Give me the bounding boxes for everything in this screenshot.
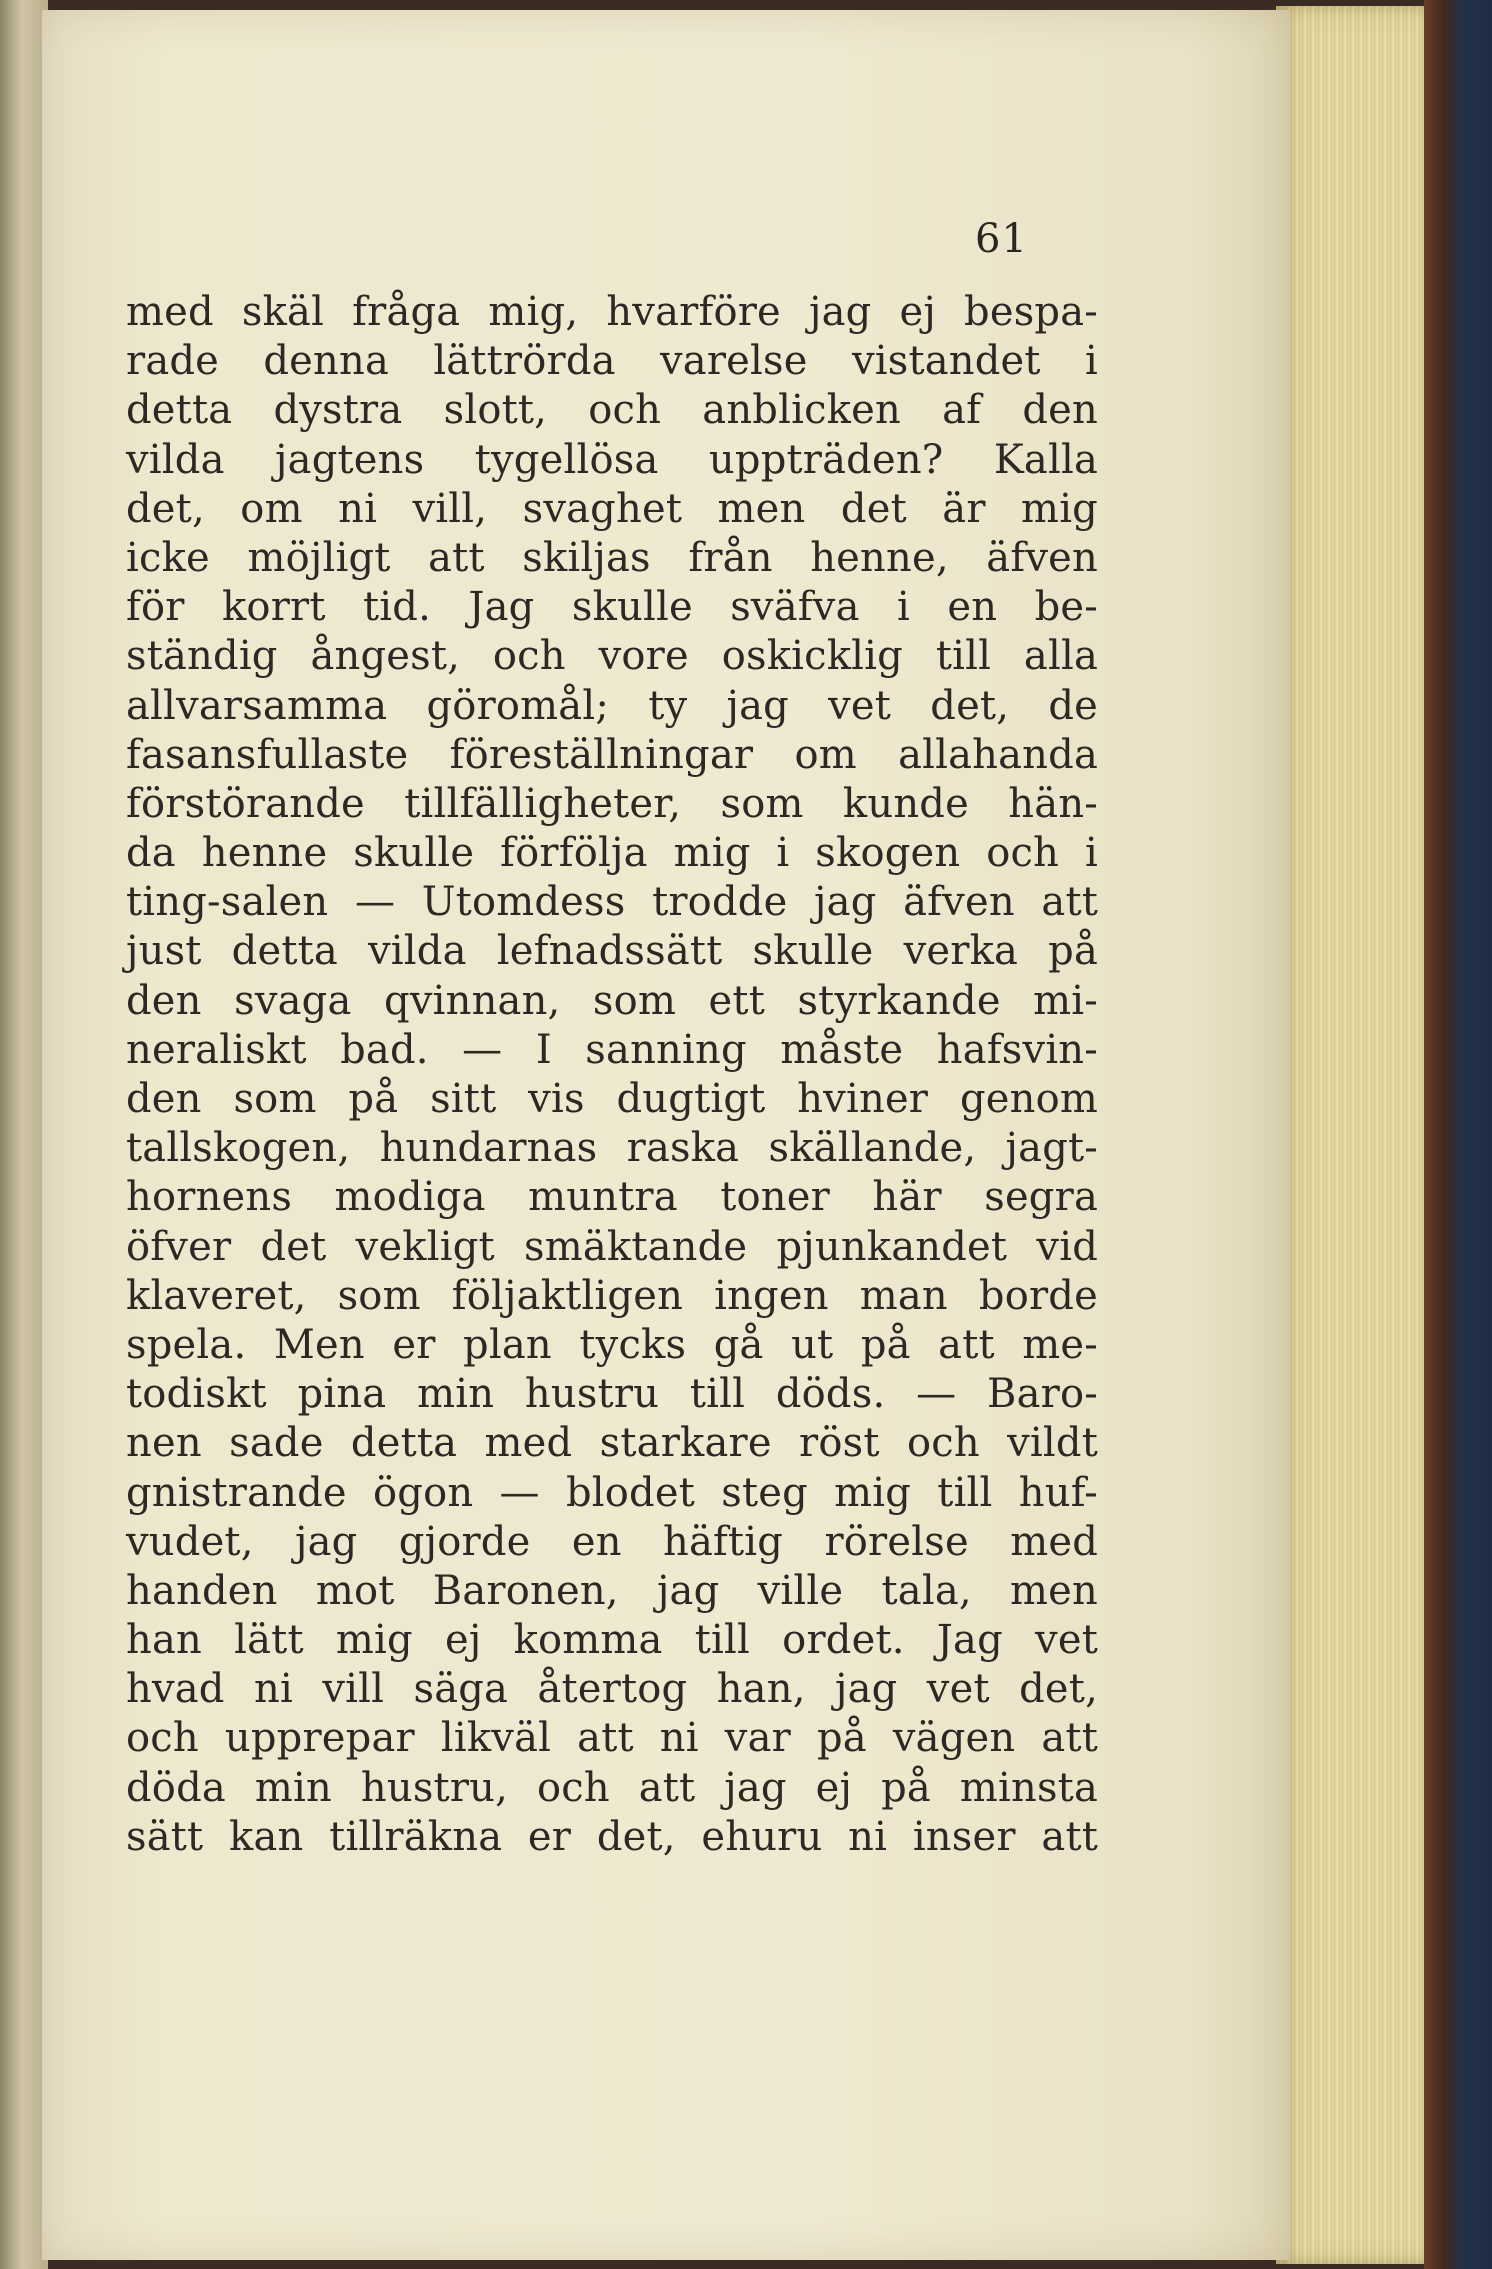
text-line: just detta vilda lefnadssätt skulle verka på [126, 928, 1098, 975]
text-line: icke möjligt att skiljas från henne, äfven [126, 534, 1098, 581]
text-line: ting-salen — Utomdess trodde jag äfven att [126, 879, 1098, 926]
book-cover-edge [1424, 0, 1492, 2269]
text-line: med skäl fråga mig, hvarföre jag ej bespa- [126, 289, 1098, 335]
page-edges-stack [1276, 6, 1426, 2264]
body-text [126, 288, 1098, 1862]
text-line: den som på sitt vis dugtigt hviner genom [126, 1076, 1098, 1122]
text-line: detta dystra slott, och anblicken af den [126, 387, 1098, 434]
text-line: hornens modiga muntra toner här segra [126, 1174, 1098, 1221]
text-line: neraliskt bad. — I sanning måste hafsvin- [126, 1026, 1098, 1073]
text-line: vudet, jag gjorde en häftig rörelse med [126, 1518, 1098, 1565]
text-line: sätt kan tillräkna er det, ehuru ni inser att [126, 1813, 1098, 1860]
text-line: todiskt pina min hustru till döds. — Baro- [126, 1371, 1098, 1418]
text-line: allvarsamma göromål; ty jag vet det, de [126, 682, 1098, 729]
text-line: da henne skulle förfölja mig i skogen och i [126, 830, 1098, 877]
text-line: ständig ångest, och vore oskicklig till alla [126, 633, 1098, 680]
text-line: öfver det vekligt smäktande pjunkandet vid [126, 1223, 1098, 1270]
text-line: vilda jagtens tygellösa uppträden? Kalla [126, 436, 1098, 483]
text-line: förstörande tillfälligheter, som kunde hän- [126, 780, 1098, 827]
text-line: handen mot Baronen, jag ville tala, men [126, 1567, 1098, 1614]
text-line: döda min hustru, och att jag ej på minsta [126, 1764, 1098, 1811]
text-line: nen sade detta med starkare röst och vildt [126, 1420, 1098, 1467]
text-line: fasansfullaste föreställningar om allahanda [126, 731, 1098, 778]
text-line: rade denna lättrörda varelse vistandet i [126, 338, 1098, 385]
text-line: klaveret, som följaktligen ingen man borde [126, 1272, 1098, 1319]
text-line: den svaga qvinnan, som ett styrkande mi- [126, 977, 1098, 1024]
text-line: hvad ni vill säga återtog han, jag vet det, [126, 1666, 1098, 1713]
text-line: tallskogen, hundarnas raska skällande, jagt- [126, 1125, 1098, 1172]
text-line: gnistrande ögon — blodet steg mig till huf- [126, 1469, 1098, 1516]
page-number: 61 [975, 216, 1028, 262]
text-line: för korrt tid. Jag skulle sväfva i en be- [126, 584, 1098, 631]
text-line: och upprepar likväl att ni var på vägen att [126, 1715, 1098, 1762]
text-line: det, om ni vill, svaghet men det är mig [126, 485, 1098, 532]
text-line: spela. Men er plan tycks gå ut på att me- [126, 1321, 1098, 1368]
text-line: han lätt mig ej komma till ordet. Jag vet [126, 1617, 1098, 1664]
previous-page-edge [0, 0, 48, 2269]
